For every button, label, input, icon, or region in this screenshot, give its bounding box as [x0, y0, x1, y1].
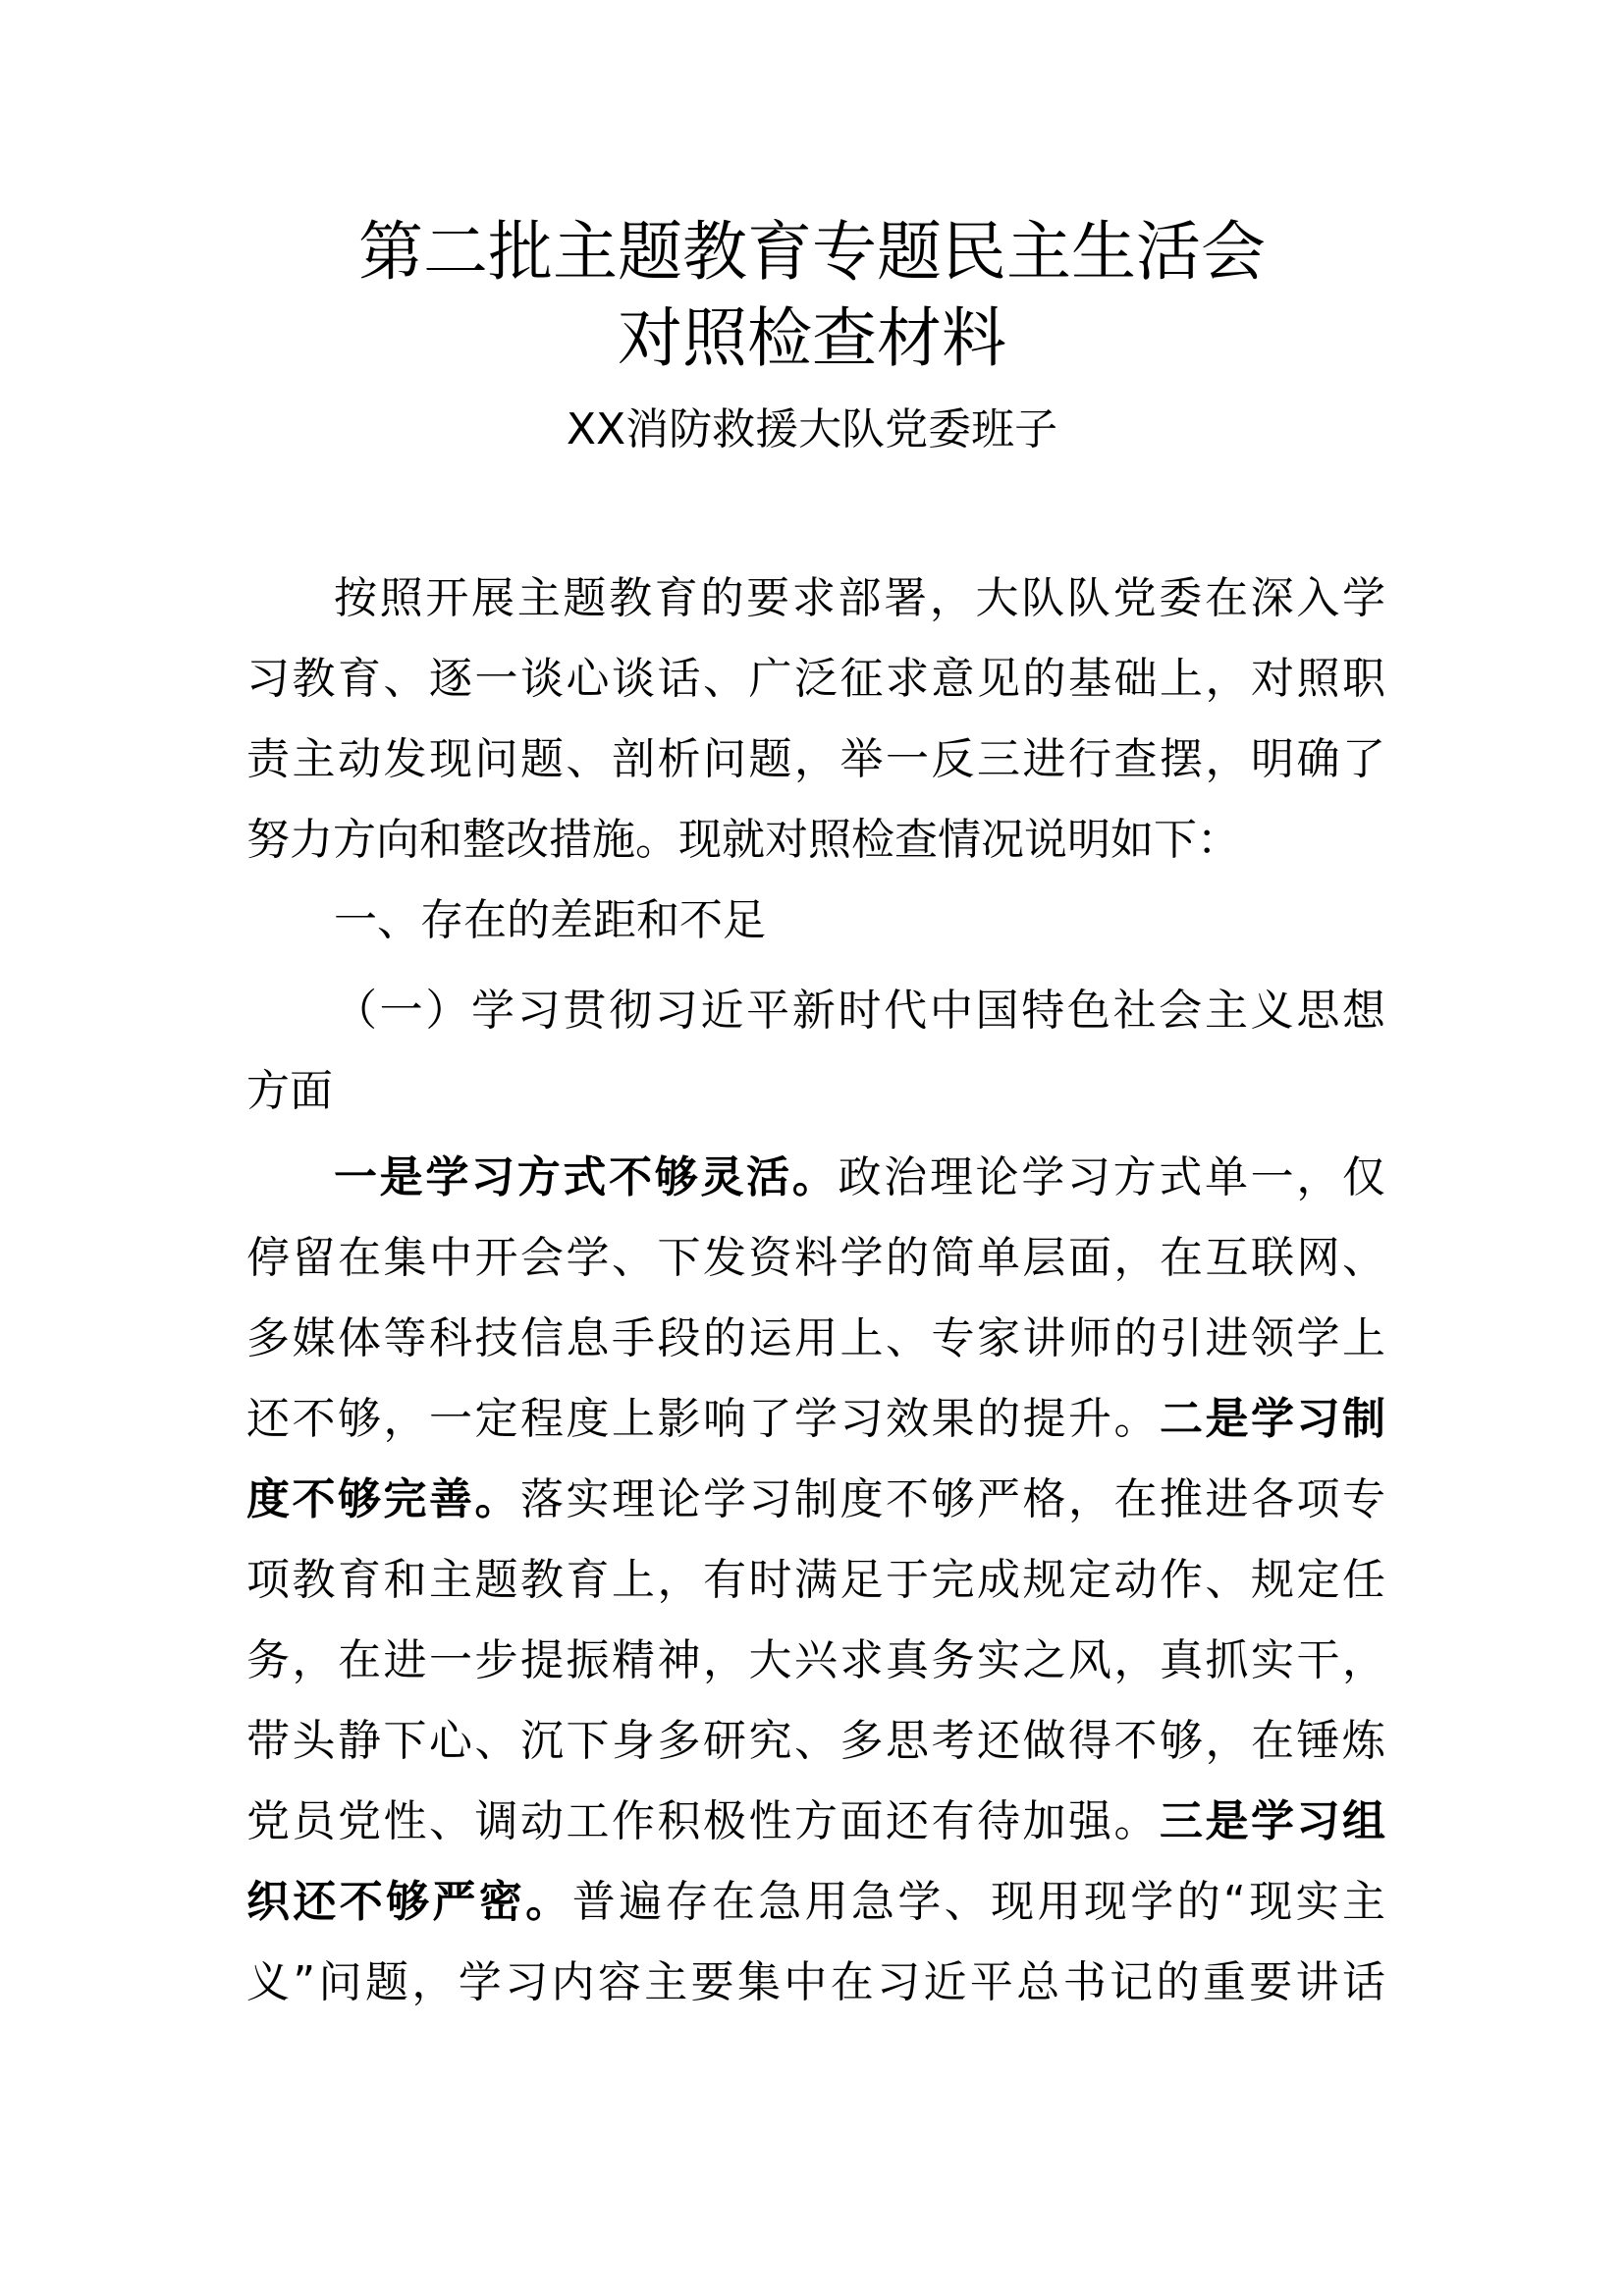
bold-point-2: 二是学习制 — [1160, 1394, 1385, 1444]
body-text: 落实理论学习制度不够严格，在推进各项专 — [520, 1474, 1385, 1524]
document-title-line-2: 对照检查材料 — [618, 300, 1006, 376]
body-line — [246, 1470, 1385, 1529]
section-heading: 一、存在的差距和不足 — [334, 895, 766, 945]
body-line — [246, 1792, 1385, 1851]
intro-line: 责主动发现问题、剖析问题，举一反三进行查摆，明确了 — [246, 734, 1385, 784]
body-line: 义”问题，学习内容主要集中在习近平总书记的重要讲话 — [246, 1957, 1385, 2007]
intro-line: 努力方向和整改措施。现就对照检查情况说明如下： — [246, 815, 1240, 865]
bold-point-3: 三是学习组 — [1160, 1796, 1385, 1846]
subsection-heading-line-2: 方面 — [246, 1066, 333, 1116]
body-line — [246, 1390, 1385, 1449]
body-text: 普遍存在急用急学、现用现学的“现实主 — [571, 1877, 1385, 1927]
body-text: 还不够，一定程度上影响了学习效果的提升。 — [246, 1394, 1160, 1444]
body-text: 党员党性、调动工作积极性方面还有待加强。 — [246, 1796, 1160, 1846]
bold-point-2-cont: 度不够完善。 — [246, 1474, 520, 1524]
bold-point-1: 一是学习方式不够灵活。 — [334, 1152, 839, 1202]
document-subtitle: XX消防救援大队党委班子 — [566, 404, 1058, 454]
intro-line: 按照开展主题教育的要求部署，大队队党委在深入学 — [334, 573, 1385, 623]
body-line: 多媒体等科技信息手段的运用上、专家讲师的引进领学上 — [246, 1313, 1385, 1363]
bold-point-3-cont: 织还不够严密。 — [246, 1877, 572, 1927]
body-line — [246, 1873, 1385, 1932]
body-text: 政治理论学习方式单一，仅 — [838, 1152, 1385, 1202]
body-line: 务，在进一步提振精神，大兴求真务实之风，真抓实干， — [246, 1635, 1385, 1685]
subsection-heading-line-1: （一）学习贯彻习近平新时代中国特色社会主义思想 — [334, 986, 1385, 1036]
body-line — [334, 1148, 1385, 1207]
body-line: 停留在集中开会学、下发资料学的简单层面，在互联网、 — [246, 1233, 1385, 1283]
body-line: 项教育和主题教育上，有时满足于完成规定动作、规定任 — [246, 1555, 1385, 1605]
intro-line: 习教育、逐一谈心谈话、广泛征求意见的基础上，对照职 — [246, 654, 1385, 704]
body-line: 带头静下心、沉下身多研究、多思考还做得不够，在锤炼 — [246, 1716, 1385, 1766]
document-title-line-1: 第二批主题教育专题民主生活会 — [358, 214, 1266, 290]
